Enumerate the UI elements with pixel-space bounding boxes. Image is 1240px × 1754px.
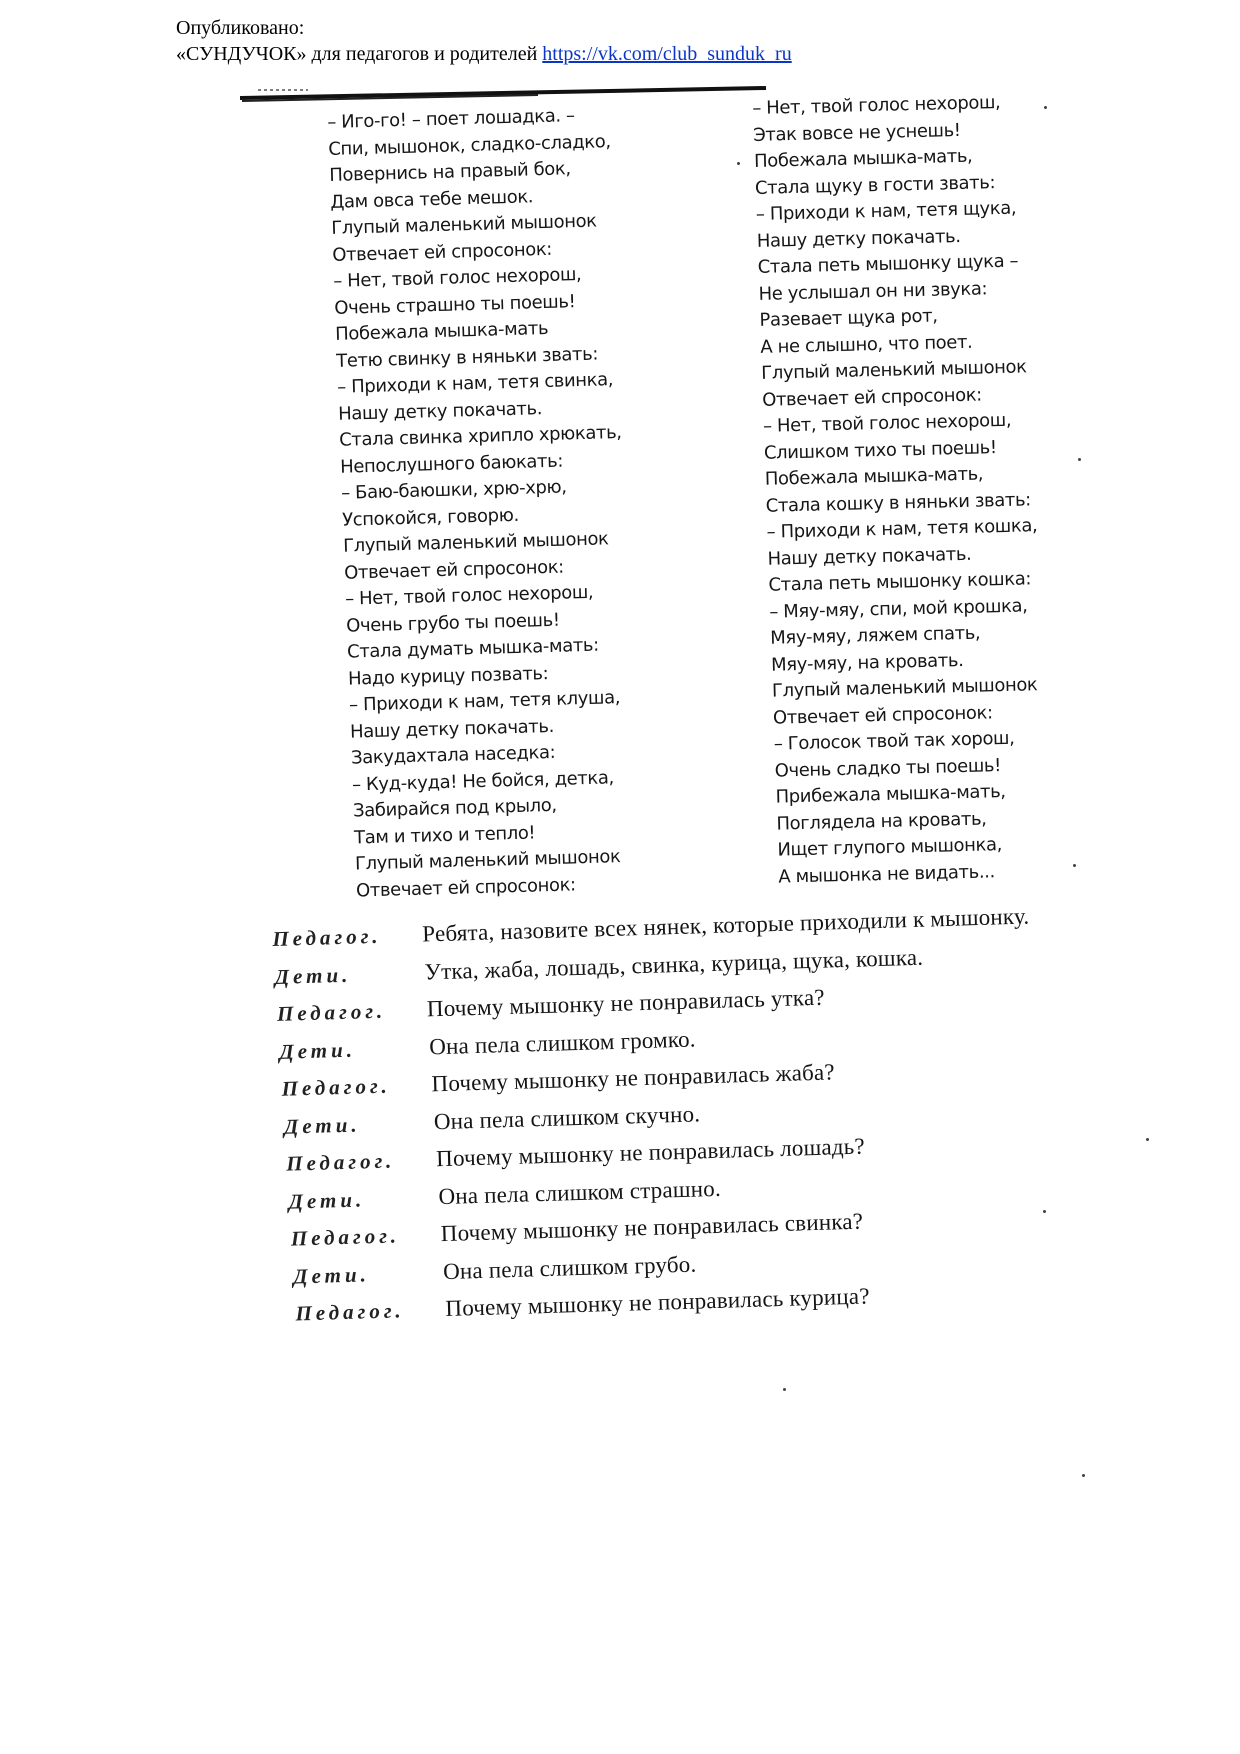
poem-line: Ищет глупого мышонка, — [777, 834, 1003, 861]
scan-speck — [1146, 1138, 1149, 1141]
poem-line: Стала петь мышонку кошка: — [768, 568, 1032, 596]
poem-line: Глупый маленький мышонок — [342, 528, 609, 557]
poem-line: А не слышно, что поет. — [760, 331, 973, 358]
scan-speck — [783, 1388, 786, 1391]
poem-line: Стала свинка хрипло хрюкать, — [338, 421, 622, 451]
poem-line: Непослушного баюкать: — [339, 450, 564, 478]
poem-line: Этак вовсе не уснешь! — [752, 119, 961, 146]
publication-header — [176, 15, 792, 67]
poem-line: Побежала мышка-мать, — [753, 145, 973, 172]
poem-line: Поглядела на кровать, — [776, 807, 987, 835]
poem-line: Побежала мышка-мать — [334, 317, 549, 345]
dialogue-speaker: Дети. — [278, 1037, 357, 1064]
poem-line: Стала думать мышка-мать: — [346, 634, 600, 663]
scan-rule-decoration — [238, 86, 768, 104]
poem-line: Очень страшно ты поешь! — [333, 290, 576, 319]
poem-line: Нашу детку покачать. — [349, 715, 555, 743]
poem-line: Мяу-мяу, ляжем спать, — [769, 622, 981, 649]
poem-line: – Баю-баюшки, хрю-хрю, — [340, 476, 567, 504]
poem-line: Очень сладко ты поешь! — [774, 754, 1002, 782]
dialogue-speaker: Педагог. — [295, 1298, 405, 1326]
dialogue-speaker: Дети. — [292, 1261, 371, 1289]
dialogue-text: Она пела слишком грубо. — [442, 1251, 697, 1284]
poem-line: Отвечает ей спросонок: — [761, 383, 983, 411]
poem-line: Нашу детку покачать. — [767, 543, 972, 570]
poem-line: Дам овса тебе мешок. — [330, 185, 534, 213]
published-label: Опубликовано: — [176, 17, 305, 39]
poem-line: Слишком тихо ты поешь! — [763, 436, 997, 464]
dialogue-speaker: Педагог. — [285, 1148, 396, 1176]
publisher-name: «СУНДУЧОК» для педагогов и родителей — [176, 43, 538, 65]
dialogue-text: Ребята, назовите всех нянек, которые приходили к мышонку. — [421, 903, 1030, 947]
poem-line: Отвечает ей спросонок: — [343, 556, 565, 584]
poem-line: – Иго-го! – поет лошадка. – — [327, 105, 575, 133]
scan-speck — [737, 162, 740, 165]
poem-line: Прибежала мышка-мать, — [775, 781, 1006, 808]
dialogue-speaker: Дети. — [274, 962, 352, 989]
dialogue-text: Почему мышонку не понравилась утка? — [426, 984, 826, 1022]
scan-speck — [1044, 106, 1047, 109]
poem-line: А мышонка не видать... — [778, 860, 996, 888]
dialogue-speaker: Педагог. — [281, 1073, 391, 1101]
scan-speck — [1043, 1210, 1046, 1213]
poem-line: Глупый маленький мышонок — [354, 846, 621, 875]
poem-line: Отвечает ей спросонок: — [355, 873, 576, 901]
scan-speck — [1073, 864, 1076, 867]
publisher-link[interactable]: https://vk.com/club_sunduk_ru — [542, 43, 792, 65]
poem-line: Забирайся под крыло, — [352, 794, 557, 822]
poem-line: – Приходи к нам, тетя кошка, — [766, 515, 1038, 543]
poem-line: – Мяу-мяу, спи, мой крошка, — [769, 594, 1028, 623]
poem-line: Очень грубо ты поешь! — [345, 609, 560, 637]
dialogue-speaker: Дети. — [288, 1186, 366, 1214]
dialogue-speaker: Дети. — [283, 1111, 361, 1139]
poem-line: Глупый маленький мышонок — [771, 674, 1038, 702]
poem-line: Повернись на правый бок, — [329, 158, 571, 186]
dialogue-text: Она пела слишком страшно. — [438, 1175, 722, 1209]
poem-line: Мяу-мяу, на кровать. — [770, 649, 964, 676]
scan-speck — [1082, 1474, 1085, 1477]
dialogue-text: Почему мышонку не понравилась жаба? — [431, 1059, 836, 1097]
dialogue-text: Почему мышонку не понравилась лошадь? — [435, 1133, 866, 1172]
poem-line: Не услышал он ни звука: — [758, 277, 988, 305]
dialogue-text: Утка, жаба, лошадь, свинка, курица, щука, кошка. — [424, 944, 924, 984]
poem-line: Стала кошку в няньки звать: — [765, 488, 1032, 517]
poem-line: – Куд-куда! Не бойся, детка, — [351, 766, 615, 796]
poem-line: – Голосок твой так хорош, — [773, 727, 1015, 755]
poem-line: Стала щуку в гости звать: — [754, 171, 996, 199]
dialogue-block — [272, 904, 1041, 1339]
dialogue-text: Она пела слишком скучно. — [433, 1100, 701, 1134]
dialogue-speaker: Педагог. — [290, 1223, 401, 1251]
poem-right-column — [752, 89, 1046, 890]
poem-line: – Нет, твой голос нехорош, — [332, 263, 582, 292]
poem-line: Успокойся, говорю. — [341, 504, 520, 531]
poem-line: Разевает щука рот, — [759, 305, 938, 331]
poem-line: – Приходи к нам, тетя клуша, — [348, 687, 621, 716]
poem-line: Побежала мышка-мать, — [764, 463, 984, 490]
poem-line: Отвечает ей спросонок: — [332, 238, 553, 266]
poem-line: – Приходи к нам, тетя свинка, — [336, 369, 614, 398]
poem-line: Закудахтала наседка: — [350, 741, 556, 769]
poem-line: – Нет, твой голос нехорош, — [752, 91, 1001, 119]
poem-left-column — [327, 102, 635, 905]
poem-line: Нашу детку покачать. — [337, 397, 543, 425]
poem-line: – Нет, твой голос нехорош, — [344, 581, 594, 610]
poem-line: Там и тихо и тепло! — [353, 821, 536, 849]
poem-line: – Приходи к нам, тетя щука, — [755, 197, 1017, 225]
poem-line: Глупый маленький мышонок — [331, 210, 597, 239]
poem-line: Глупый маленький мышонок — [761, 356, 1027, 384]
dialogue-text: Она пела слишком громко. — [428, 1025, 697, 1059]
poem-line: Тетю свинку в няньки звать: — [335, 343, 599, 372]
dialogue-speaker: Педагог. — [272, 923, 382, 951]
poem-line: Надо курицу позвать: — [347, 662, 549, 690]
poem-line: Отвечает ей спросонок: — [772, 701, 993, 729]
dialogue-text: Почему мышонку не понравилась свинка? — [440, 1208, 864, 1247]
dialogue-text: Почему мышонку не понравилась курица? — [445, 1283, 871, 1322]
poem-line: Стала петь мышонку щука – — [757, 250, 1019, 278]
scan-speck — [1078, 458, 1081, 461]
publisher-line — [176, 41, 792, 67]
poem-line: Нашу детку покачать. — [756, 225, 961, 252]
dialogue-speaker: Педагог. — [276, 998, 387, 1026]
poem-line: – Нет, твой голос нехорош, — [762, 409, 1012, 437]
poem-line: Спи, мышонок, сладко-сладко, — [328, 130, 611, 160]
